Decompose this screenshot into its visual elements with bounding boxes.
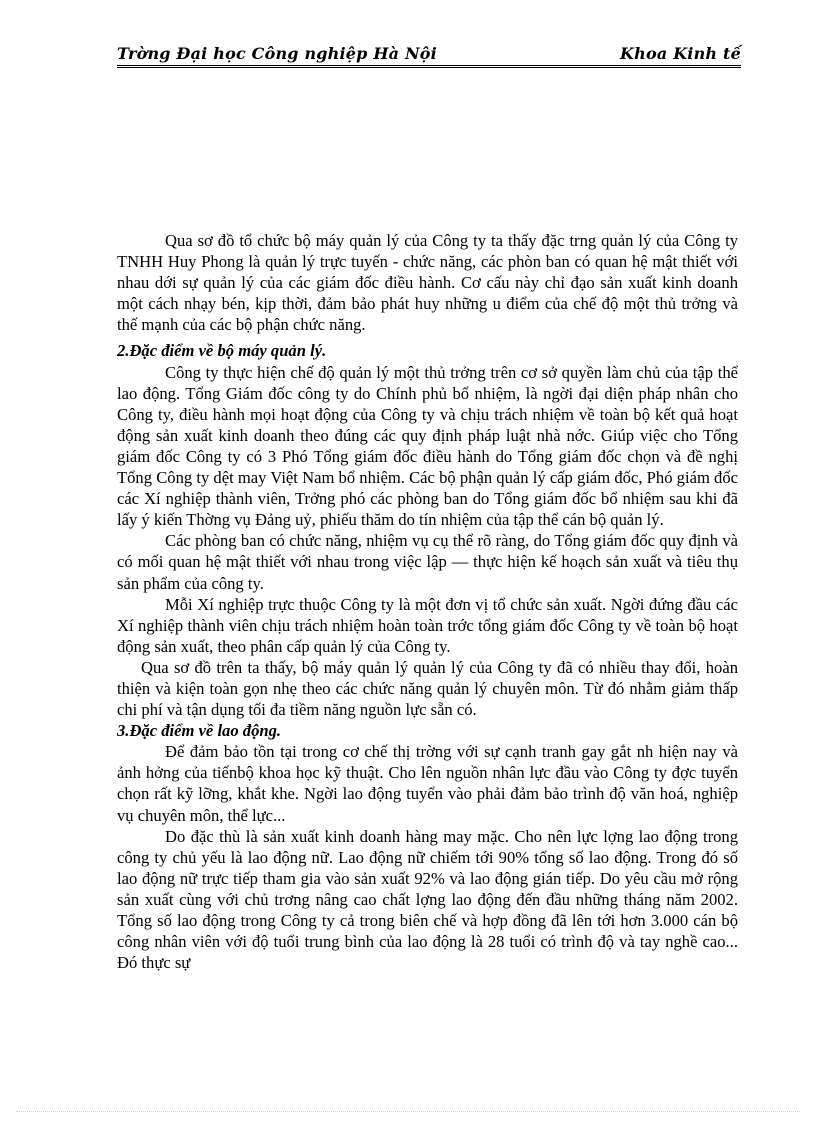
footer-dotted-line — [16, 1111, 800, 1112]
header-school-name: Trờng Đại học Công nghiệp Hà Nội — [117, 44, 437, 63]
page-header — [117, 44, 741, 64]
section-heading-management: 2.Đặc điểm về bộ máy quản lý. — [117, 341, 327, 361]
section-heading-labor: 3.Đặc điểm về lao động. — [117, 721, 282, 741]
paragraph-enterprises: Mỗi Xí nghiệp trực thuộc Công ty là một đơn vị tổ chức sản xuất. Ngời đứng đầu các Xí nghiệp thành viên chịu trách nhiệm hoàn toàn trớc tổng giám đốc Công ty về toàn bộ hoạt động sản xuất, theo phân cấp quản lý của Công ty. — [117, 594, 738, 656]
header-faculty-name: Khoa Kinh tế — [620, 44, 741, 63]
paragraph-departments: Các phòng ban có chức năng, nhiệm vụ cụ thể rõ ràng, do Tổng giám đốc quy định và có mối quan hệ mật thiết với nhau trong việc lập — thực hiện kế hoạch sản xuất và tiêu thụ sản phẩm của công ty. — [117, 531, 738, 593]
paragraph-labor-recruitment: Để đảm bảo tồn tại trong cơ chế thị trờng với sự cạnh tranh gay gắt nh hiện nay và ảnh hởng của tiếnbộ khoa học kỹ thuật. Cho lên nguồn nhân lực đầu vào Công ty đợc tuyển chọn rất kỹ lỡng, khắt khe. Ngời lao động tuyển vào phải đảm bảo trình độ văn hoá, nghiệp vụ chuyên môn, thể lực... — [117, 742, 738, 825]
paragraph-management-regime: Công ty thực hiện chế độ quản lý một thủ trởng trên cơ sở quyền làm chủ của tập thể lao động. Tổng Giám đốc công ty do Chính phủ bổ nhiệm, là ngời đại diện pháp nhân cho Công ty, điều hành mọi hoạt động của Công ty và chịu trách nhiệm về toàn bộ kết quả hoạt động sản xuất kinh doanh theo đúng các quy định pháp luật nhà nớc. Giúp việc cho Tổng giám đốc Công ty có 3 Phó Tổng giám đốc điều hành do Tổng giám đốc chọn và đề nghị Tổng Công ty dệt may Việt Nam bổ nhiệm. Các bộ phận quản lý cấp giám đốc, Phó giám đốc các Xí nghiệp thành viên, Trởng phó các phòng ban do Tổng giám đốc bổ nhiệm sau khi đã lấy ý kiến Thờng vụ Đảng uỷ, phiếu thăm do tín nhiệm của tập thể cán bộ quản lý. — [117, 362, 738, 530]
document-body — [117, 230, 738, 973]
header-divider — [117, 65, 741, 68]
paragraph-org-structure-summary: Qua sơ đồ tổ chức bộ máy quản lý của Công ty ta thấy đặc trng quản lý của Công ty TNHH Huy Phong là quản lý trực tuyến - chức năng, các phòn ban có quan hệ mật thiết với nhau dới sự quản lý của các giám đốc điều hành. Cơ cấu này chỉ đạo sản xuất kinh doanh một cách nhạy bén, kịp thời, đảm bảo phát huy những u điểm của chế độ một thủ trởng và thế mạnh của các bộ phận chức năng. — [117, 231, 738, 335]
paragraph-labor-composition: Do đặc thù là sản xuất kinh doanh hàng may mặc. Cho nên lực lợng lao động trong công ty chủ yếu là lao động nữ. Lao động nữ chiếm tới 90% tổng số lao động. Trong đó số lao động nữ trực tiếp tham gia vào sản xuất 92% và lao động gián tiếp. Do yêu cầu mở rộng sản xuất cùng với chủ trơng nâng cao chất lợng lao động đến đầu những tháng năm 2002. Tổng số lao động trong Công ty cả trong biên chế và hợp đồng đã lên tới hơn 3.000 cán bộ công nhân viên với độ tuổi trung bình của lao động là 28 tuổi có trình độ và tay nghề cao... Đó thực sự — [117, 826, 738, 973]
paragraph-apparatus-changes: Qua sơ đồ trên ta thấy, bộ máy quản lý quản lý của Công ty đã có nhiều thay đổi, hoàn thiện và kiện toàn gọn nhẹ theo các chức năng quản lý chuyên môn. Từ đó nhằm giảm thấp chi phí và tận dụng tối đa tiềm năng nguồn lực sẵn có. — [117, 657, 738, 720]
